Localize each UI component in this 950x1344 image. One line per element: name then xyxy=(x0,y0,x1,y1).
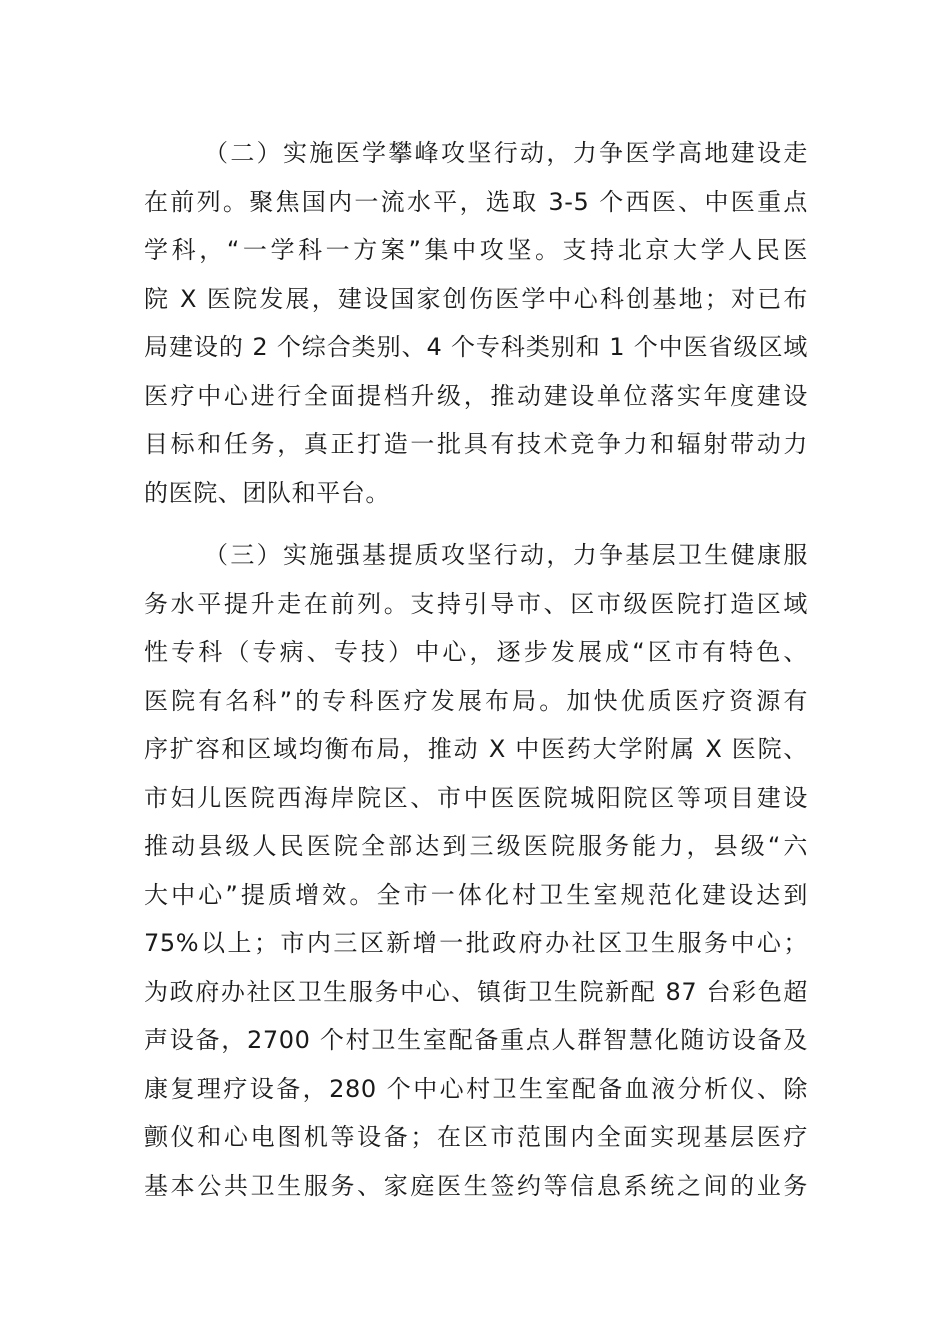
paragraph-grassroots xyxy=(144,531,808,1210)
text-line: 性专科（专病、专技）中心，逐步发展成“区市有特色、 xyxy=(144,638,808,666)
text-line: 市妇儿医院西海岸院区、市中医医院城阳院区等项目建设 xyxy=(144,783,808,812)
text-line: 声设备，2700 个村卫生室配备重点人群智慧化随访设备及 xyxy=(144,1026,808,1054)
text-line: 的医院、团队和平台。 xyxy=(144,478,390,507)
text-line: 在前列。聚焦国内一流水平，选取 3-5 个西医、中医重点 xyxy=(144,187,808,216)
text-line: 为政府办社区卫生服务中心、镇街卫生院新配 87 台彩色超 xyxy=(144,977,808,1006)
text-line: 院 X 医院发展，建设国家创伤医学中心科创基地；对已布 xyxy=(144,284,808,313)
text-line: 康复理疗设备，280 个中心村卫生室配备血液分析仪、除 xyxy=(144,1074,808,1103)
text-line: 学科，“一学科一方案”集中攻坚。支持北京大学人民医 xyxy=(144,236,808,264)
text-line: 务水平提升走在前列。支持引导市、区市级医院打造区域 xyxy=(144,589,808,618)
text-line: 推动县级人民医院全部达到三级医院服务能力，县级“六 xyxy=(144,832,808,860)
text-line: 目标和任务，真正打造一批具有技术竞争力和辐射带动力 xyxy=(144,430,808,458)
document-body xyxy=(144,129,808,1210)
text-line: 医疗中心进行全面提档升级，推动建设单位落实年度建设 xyxy=(144,381,808,410)
text-line: （三）实施强基提质攻坚行动，力争基层卫生健康服 xyxy=(204,541,808,569)
text-line: 75%以上；市内三区新增一批政府办社区卫生服务中心； xyxy=(144,929,808,957)
text-line: 颤仪和心电图机等设备；在区市范围内全面实现基层医疗 xyxy=(144,1123,808,1151)
paragraph-spacer xyxy=(144,517,808,531)
text-line: 医院有名科”的专科医疗发展布局。加快优质医疗资源有 xyxy=(144,686,808,715)
paragraph-medical-peak xyxy=(144,129,808,517)
text-line: 大中心”提质增效。全市一体化村卫生室规范化建设达到 xyxy=(144,880,808,909)
text-line: （二）实施医学攀峰攻坚行动，力争医学高地建设走 xyxy=(204,139,808,167)
text-line: 序扩容和区域均衡布局，推动 X 中医药大学附属 X 医院、 xyxy=(144,735,808,763)
text-line: 局建设的 2 个综合类别、4 个专科类别和 1 个中医省级区域 xyxy=(144,333,808,361)
text-line: 基本公共卫生服务、家庭医生签约等信息系统之间的业务 xyxy=(144,1171,808,1200)
